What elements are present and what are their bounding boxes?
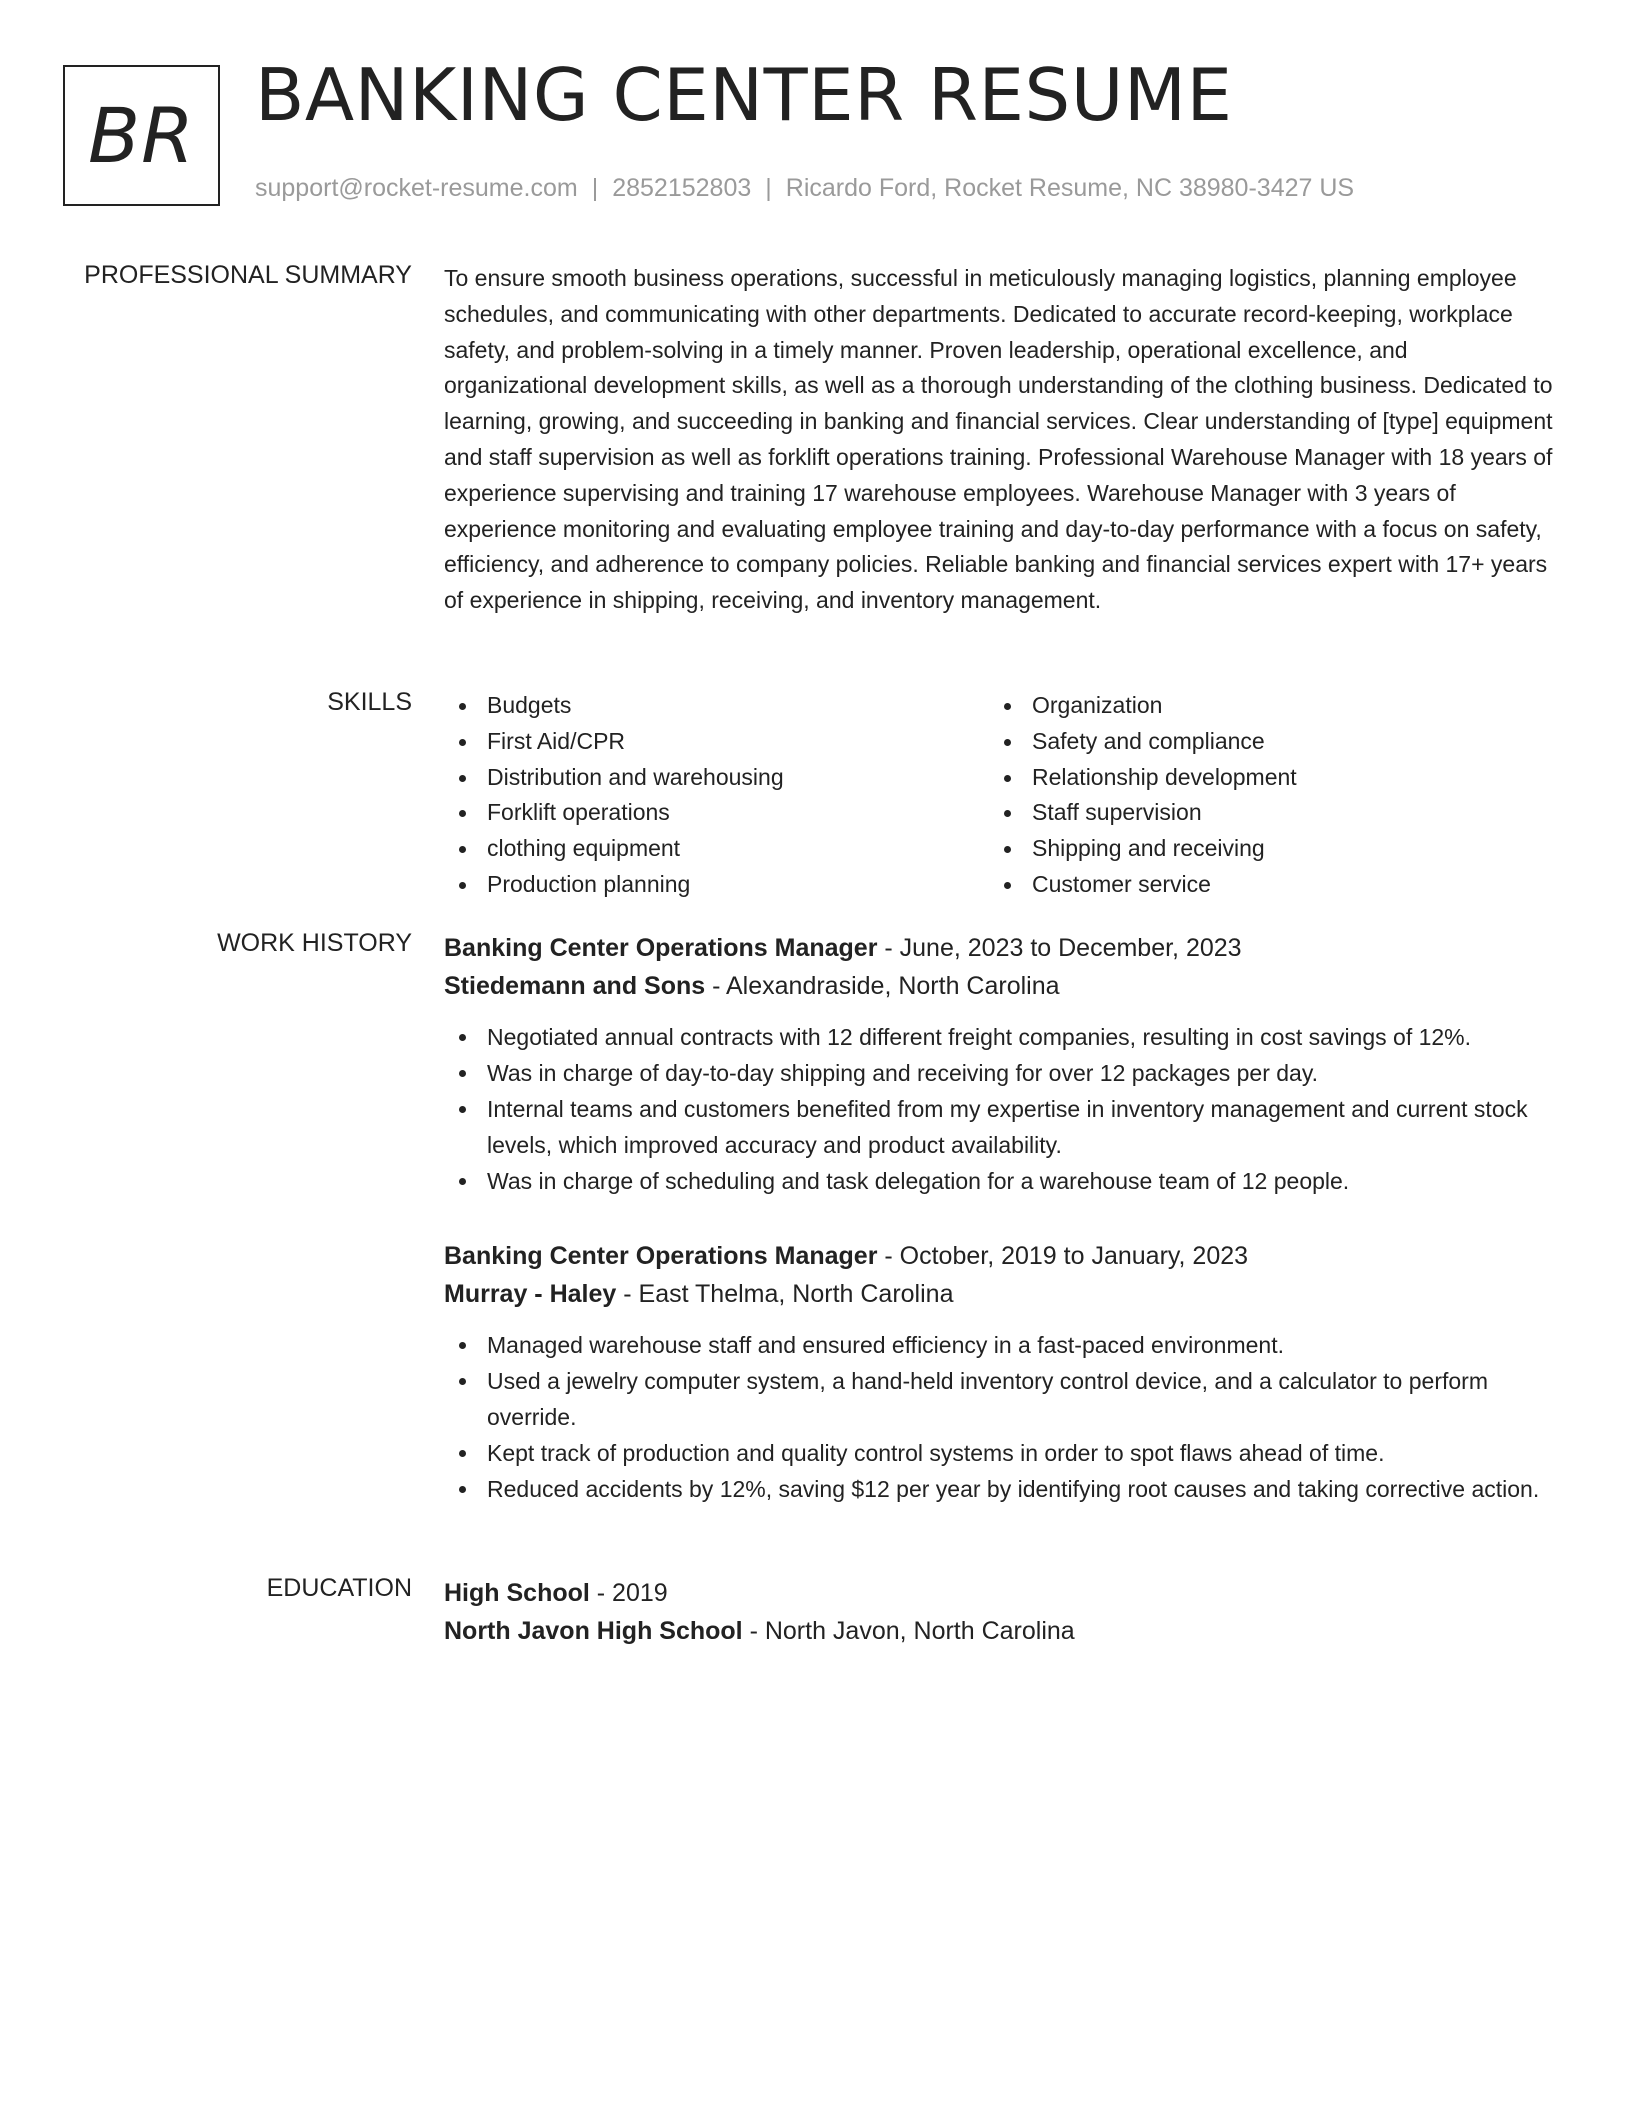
job-bullets bbox=[444, 1019, 1556, 1199]
graduation-year: - 2019 bbox=[589, 1579, 668, 1607]
job-bullet: Was in charge of scheduling and task delegation for a warehouse team of 12 people. bbox=[444, 1163, 1556, 1199]
education-body bbox=[444, 1574, 1556, 1650]
monogram-box: BR bbox=[63, 65, 220, 206]
degree-line bbox=[444, 1574, 1556, 1612]
job-company: Stiedemann and Sons bbox=[444, 972, 706, 1000]
job-title: Banking Center Operations Manager bbox=[444, 934, 878, 962]
summary-paragraph: To ensure smooth business operations, successful in meticulously managing logistics, planning employee schedules, and communicating with other departments. Dedicated to accurate record-keeping, workplace safety, and problem-solving in a timely manner. Proven leadership, operational excellence, and organizational development skills, as well as a thorough understanding of the clothing business. Dedicated to learning, growing, and succeeding in banking and financial services. Clear understanding of [type] equipment and staff supervision as well as forklift operations training. Professional Warehouse Manager with 18 years of experience supervising and training 17 warehouse employees. Warehouse Manager with 3 years of experience monitoring and evaluating employee training and day-to-day performance with a focus on safety, efficiency, and adherence to company policies. Reliable banking and financial services expert with 17+ years of experience in shipping, receiving, and inventory management. bbox=[444, 265, 1553, 614]
school-location: - North Javon, North Carolina bbox=[742, 1617, 1075, 1645]
job-title-line bbox=[444, 929, 1556, 967]
job-bullet: Negotiated annual contracts with 12 different freight companies, resulting in cost savings of 12%. bbox=[444, 1019, 1556, 1055]
work-history-body bbox=[444, 929, 1556, 1507]
job-title-line bbox=[444, 1237, 1556, 1275]
skill-item: Customer service bbox=[989, 867, 1534, 903]
job-dates: - October, 2019 to January, 2023 bbox=[877, 1242, 1249, 1270]
summary-body bbox=[444, 261, 1556, 619]
contact-line bbox=[255, 174, 1354, 203]
skill-item: Shipping and receiving bbox=[989, 831, 1534, 867]
contact-address: Ricardo Ford, Rocket Resume, NC 38980-3427 US bbox=[785, 174, 1355, 202]
resume-title: BANKING CENTER RESUME bbox=[255, 53, 1233, 137]
job-entry bbox=[444, 929, 1556, 1199]
skill-item: clothing equipment bbox=[444, 831, 989, 867]
school-line bbox=[444, 1612, 1556, 1650]
job-bullets bbox=[444, 1327, 1556, 1507]
job-bullet: Managed warehouse staff and ensured efficiency in a fast-paced environment. bbox=[444, 1327, 1556, 1363]
job-title: Banking Center Operations Manager bbox=[444, 1242, 878, 1270]
school-name: North Javon High School bbox=[444, 1617, 743, 1645]
education-heading: EDUCATION bbox=[266, 1574, 412, 1602]
work-history-heading: WORK HISTORY bbox=[217, 929, 412, 957]
contact-email: support@rocket-resume.com bbox=[255, 174, 578, 202]
job-company-line bbox=[444, 1275, 1556, 1313]
contact-phone: 2852152803 bbox=[612, 174, 752, 202]
summary-heading: PROFESSIONAL SUMMARY bbox=[84, 261, 412, 289]
job-entry bbox=[444, 1237, 1556, 1507]
job-dates: - June, 2023 to December, 2023 bbox=[877, 934, 1242, 962]
job-bullet: Reduced accidents by 12%, saving $12 per year by identifying root causes and taking corrective action. bbox=[444, 1471, 1556, 1507]
job-company-line bbox=[444, 967, 1556, 1005]
skill-item: Safety and compliance bbox=[989, 724, 1534, 760]
job-bullet: Internal teams and customers benefited from my expertise in inventory management and current stock levels, which improved accuracy and product availability. bbox=[444, 1091, 1556, 1163]
skill-item: Organization bbox=[989, 688, 1534, 724]
skills-columns bbox=[444, 688, 1556, 903]
skill-item: Relationship development bbox=[989, 760, 1534, 796]
job-location: - East Thelma, North Carolina bbox=[616, 1280, 954, 1308]
contact-separator: | bbox=[765, 174, 772, 202]
job-bullet: Was in charge of day-to-day shipping and receiving for over 12 packages per day. bbox=[444, 1055, 1556, 1091]
skill-item: Staff supervision bbox=[989, 795, 1534, 831]
skill-item: Distribution and warehousing bbox=[444, 760, 989, 796]
degree: High School bbox=[444, 1579, 590, 1607]
skills-list-right bbox=[989, 688, 1534, 903]
contact-separator: | bbox=[591, 174, 599, 202]
job-location: - Alexandraside, North Carolina bbox=[705, 972, 1060, 1000]
skill-item: Forklift operations bbox=[444, 795, 989, 831]
job-company: Murray - Haley bbox=[444, 1280, 617, 1308]
skill-item: Production planning bbox=[444, 867, 989, 903]
skill-item: Budgets bbox=[444, 688, 989, 724]
job-bullet: Kept track of production and quality control systems in order to spot flaws ahead of time. bbox=[444, 1435, 1556, 1471]
skills-list-left bbox=[444, 688, 989, 903]
skills-heading: SKILLS bbox=[327, 688, 412, 716]
skill-item: First Aid/CPR bbox=[444, 724, 989, 760]
job-bullet: Used a jewelry computer system, a hand-held inventory control device, and a calculator to perform override. bbox=[444, 1363, 1556, 1435]
